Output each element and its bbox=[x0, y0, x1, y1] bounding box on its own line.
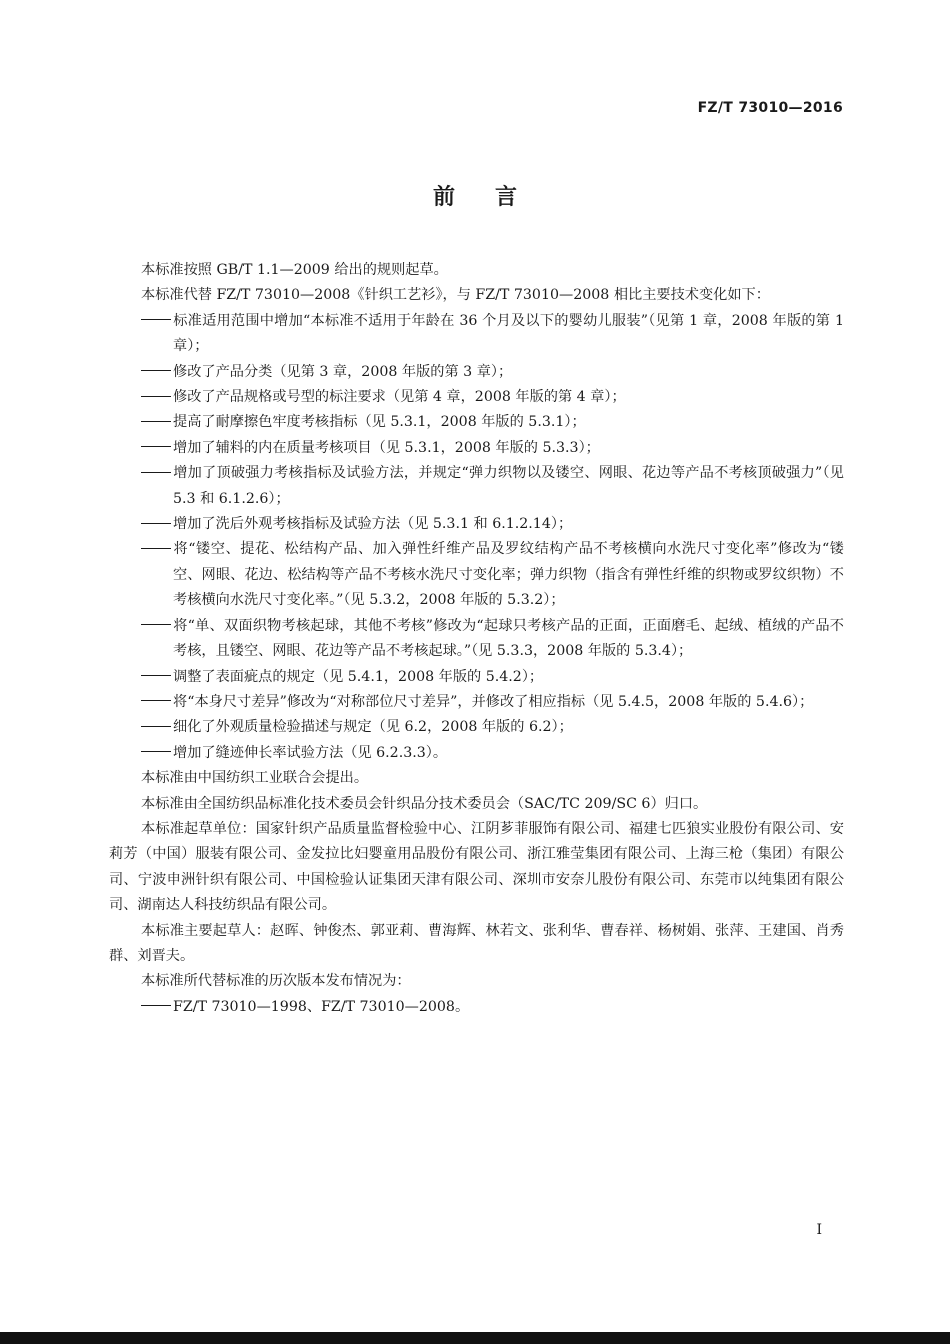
change-item: 将“单、双面织物考核起球，其他不考核”修改为“起球只考核产品的正面，正面磨毛、起绒、植绒的产品不考核，且镂空、网眼、花边等产品不考核起球。”（见 5.3.3，2008 年版的 5.3.4）； bbox=[109, 614, 844, 665]
history-item: FZ/T 73010—1998、FZ/T 73010—2008。 bbox=[109, 995, 844, 1020]
change-item: 增加了缝迹伸长率试验方法（见 6.2.3.3）。 bbox=[109, 741, 844, 766]
dash-marker bbox=[141, 1005, 171, 1006]
change-item: 提高了耐摩擦色牢度考核指标（见 5.3.1，2008 年版的 5.3.1）； bbox=[109, 410, 844, 435]
change-item: 增加了洗后外观考核指标及试验方法（见 5.3.1 和 6.1.2.14）； bbox=[109, 512, 844, 537]
change-item: 调整了表面疵点的规定（见 5.4.1，2008 年版的 5.4.2）； bbox=[109, 665, 844, 690]
paragraph: 本标准由全国纺织品标准化技术委员会针织品分技术委员会（SAC/TC 209/SC 6）归口。 bbox=[141, 795, 708, 812]
standard-number: FZ/T 73010—2016 bbox=[697, 100, 843, 116]
dash-marker bbox=[141, 751, 171, 752]
paragraph: 本标准代替 FZ/T 73010—2008《针织工艺衫》，与 FZ/T 73010—2008 相比主要技术变化如下： bbox=[141, 287, 770, 304]
drafting-units: 本标准起草单位：国家针织产品质量监督检验中心、江阴芗菲服饰有限公司、福建七匹狼实业股份有限公司、安莉芳（中国）服装有限公司、金发拉比妇婴童用品股份有限公司、浙江雅莹集团有限公司、上海三枪（集团）有限公司、宁波申洲针织有限公司、中国检验认证集团天津有限公司、深圳市安奈儿股份有限公司、东莞市以纯集团有限公司、湖南达人科技纺织品有限公司。 bbox=[109, 820, 844, 914]
dash-marker bbox=[141, 472, 171, 473]
dash-marker bbox=[141, 319, 171, 320]
change-item: 修改了产品分类（见第 3 章，2008 年版的第 3 章）； bbox=[109, 360, 844, 385]
drafters: 本标准主要起草人：赵晖、钟俊杰、郭亚莉、曹海辉、林若文、张利华、曹春祥、杨树娟、张萍、王建国、肖秀群、刘晋夫。 bbox=[109, 922, 844, 964]
page-title: 前言 bbox=[432, 185, 557, 210]
change-item: 增加了顶破强力考核指标及试验方法，并规定“弹力织物以及镂空、网眼、花边等产品不考核顶破强力”（见 5.3 和 6.1.2.6）； bbox=[109, 461, 844, 512]
dash-marker bbox=[141, 700, 171, 701]
dash-marker bbox=[141, 421, 171, 422]
change-item: 增加了辅料的内在质量考核项目（见 5.3.1，2008 年版的 5.3.3）； bbox=[109, 436, 844, 461]
page-number: I bbox=[816, 1222, 822, 1238]
dash-marker bbox=[141, 675, 171, 676]
dash-marker bbox=[141, 624, 171, 625]
paragraph: 本标准按照 GB/T 1.1—2009 给出的规则起草。 bbox=[141, 262, 448, 278]
dash-marker bbox=[141, 523, 171, 524]
dash-marker bbox=[141, 726, 171, 727]
change-item: 将“镂空、提花、松结构产品、加入弹性纤维产品及罗纹结构产品不考核横向水洗尺寸变化率”修改为“镂空、网眼、花边、松结构等产品不考核水洗尺寸变化率；弹力织物（指含有弹性纤维的织物或罗纹织物）不考核横向水洗尺寸变化率。”（见 5.3.2，2008 年版的 5.3.2）； bbox=[109, 537, 844, 613]
paragraph: 本标准所代替标准的历次版本发布情况为： bbox=[141, 973, 411, 990]
change-item: 标准适用范围中增加“本标准不适用于年龄在 36 个月及以下的婴幼儿服装”（见第 1 章，2008 年版的第 1 章）； bbox=[109, 309, 844, 360]
dash-marker bbox=[141, 370, 171, 371]
dash-marker bbox=[141, 548, 171, 549]
change-item: 将“本身尺寸差异”修改为“对称部位尺寸差异”，并修改了相应指标（见 5.4.5，2008 年版的 5.4.6）； bbox=[109, 690, 844, 715]
dash-marker bbox=[141, 396, 171, 397]
dash-marker bbox=[141, 446, 171, 447]
change-item: 细化了外观质量检验描述与规定（见 6.2，2008 年版的 6.2）； bbox=[109, 715, 844, 740]
change-item: 修改了产品规格或号型的标注要求（见第 4 章，2008 年版的第 4 章）； bbox=[109, 385, 844, 410]
bottom-border bbox=[0, 1332, 950, 1344]
foreword-body bbox=[109, 258, 844, 1020]
paragraph: 本标准由中国纺织工业联合会提出。 bbox=[141, 770, 369, 787]
